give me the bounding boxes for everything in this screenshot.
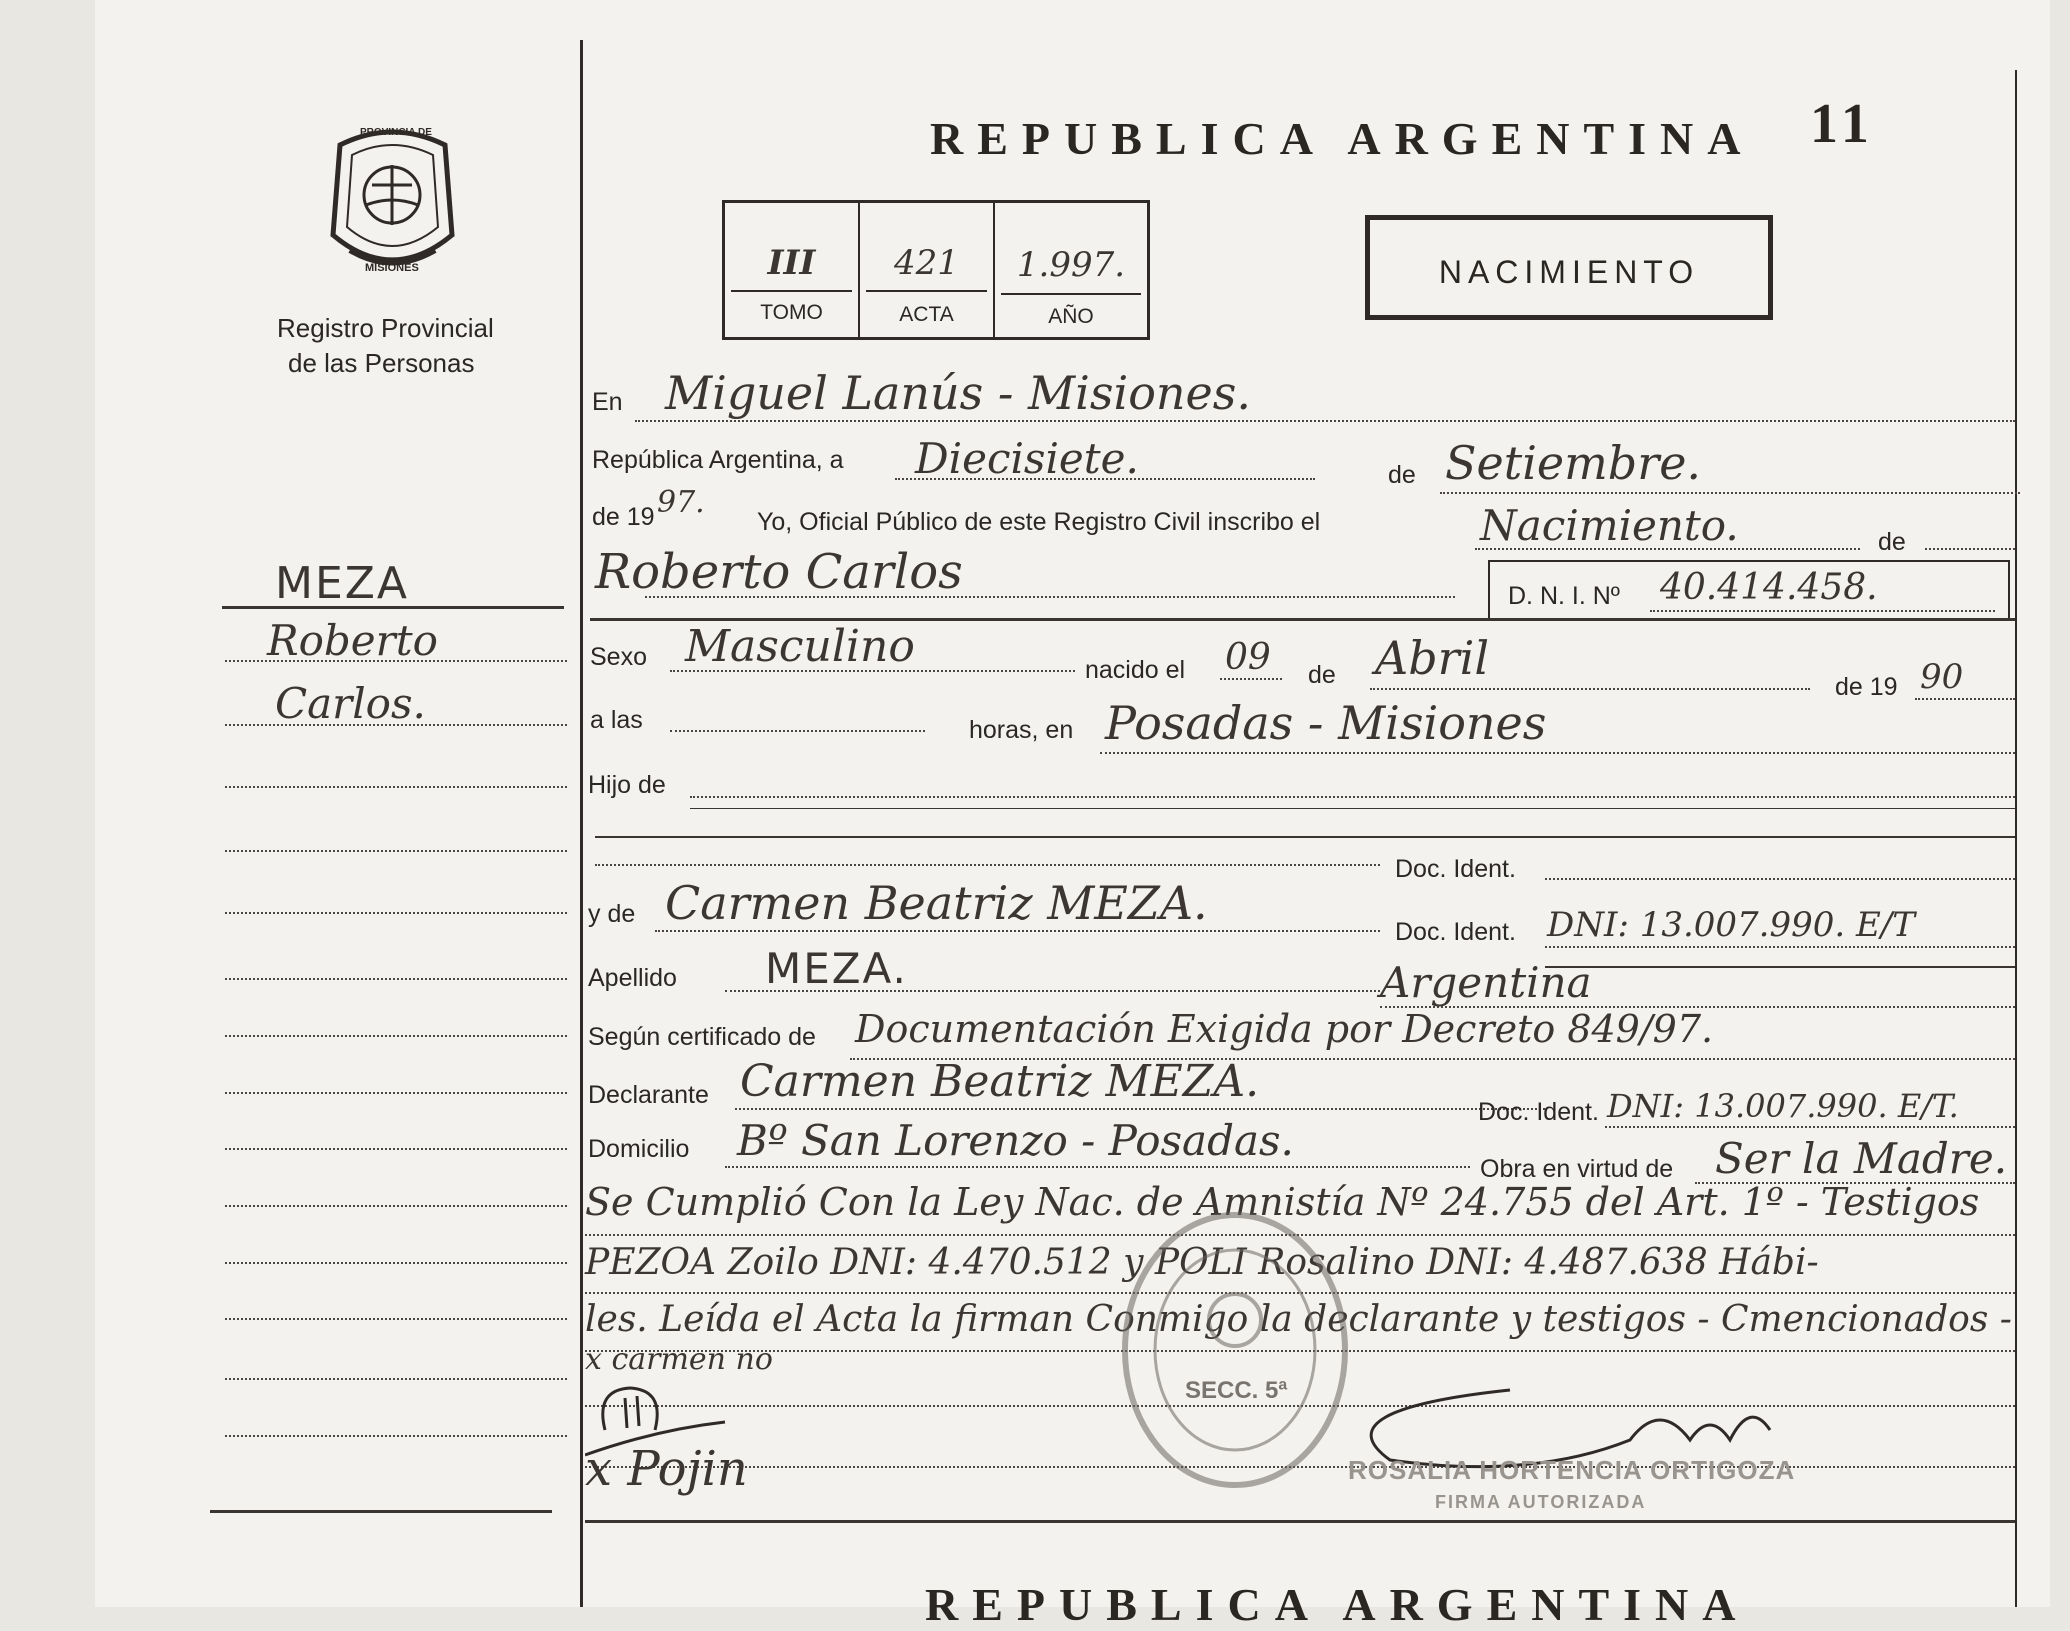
tomo-label: TOMO: [760, 301, 823, 324]
line-act-name: [1475, 548, 1860, 550]
margin-line-5: [225, 850, 567, 852]
tomo-value: III: [767, 243, 816, 283]
margin-line-4: [225, 786, 567, 788]
margin-second-name: Carlos.: [275, 679, 426, 728]
margin-rule-bottom: [210, 1510, 552, 1513]
value-obra: Ser la Madre.: [1715, 1134, 2008, 1183]
label-doc-ident-mother: Doc. Ident.: [1395, 918, 1516, 946]
line-mother: [655, 930, 1380, 932]
record-number-box: [722, 200, 1150, 340]
seal-text-bottom: MISIONES: [365, 262, 419, 274]
official-stamp-name: ROSALIA HORTENCIA ORTIGOZA: [1348, 1455, 1796, 1485]
country-title-bottom: REPUBLICA ARGENTINA: [925, 1579, 1750, 1630]
line-father: [690, 796, 2015, 798]
label-a-las: a las: [590, 706, 643, 734]
label-domicilio: Domicilio: [588, 1135, 690, 1163]
value-month: Setiembre.: [1445, 436, 1702, 490]
registry-name-line2: de las Personas: [288, 348, 475, 378]
acta-cell: [860, 203, 995, 337]
act-type-box: [1365, 215, 1773, 320]
label-de-birth-month: de: [1308, 661, 1336, 689]
line-doc-father: [1545, 878, 2015, 880]
rule-father-1: [690, 808, 2015, 809]
ano-label: AÑO: [1048, 305, 1094, 328]
ano-cell: [995, 203, 1147, 337]
note-line-3: les. Leída el Acta la firman Conmigo la declarante y testigos - Cmencionados -: [585, 1299, 2012, 1340]
line-father-2: [595, 864, 1380, 866]
note-line-1: Se Cumplió Con la Ley Nac. de Amnistía Nº 24.755 del Art. 1º - Testigos: [585, 1180, 1980, 1224]
label-doc-ident-father: Doc. Ident.: [1395, 855, 1516, 883]
margin-first-name: Roberto: [267, 616, 438, 665]
value-dni: 40.414.458.: [1660, 567, 1878, 608]
line-place: [635, 420, 2015, 422]
margin-surname: MEZA: [275, 558, 410, 609]
line-de-child: [1925, 548, 2015, 550]
label-y-de: y de: [588, 900, 636, 928]
value-declarante-doc: DNI: 13.007.990. E/T.: [1607, 1087, 1959, 1125]
value-sexo: Masculino: [685, 621, 915, 672]
value-day: Diecisiete.: [915, 434, 1139, 483]
label-en: En: [592, 388, 623, 416]
line-domicilio: [725, 1166, 1470, 1168]
value-apellido: MEZA.: [765, 944, 908, 993]
label-apellido: Apellido: [588, 964, 677, 992]
label-hijo: Hijo de: [588, 771, 666, 799]
label-declarante: Declarante: [588, 1081, 709, 1109]
value-child-name: Roberto Carlos: [595, 544, 963, 600]
label-yo-text: Yo, Oficial Público de este Registro Civil inscribo el: [757, 508, 1321, 536]
note-line-2: PEZOA Zoilo DNI: 4.470.512 y POLI Rosalino DNI: 4.487.638 Hábi-: [585, 1242, 1819, 1283]
label-horas: horas, en: [969, 716, 1074, 744]
acta-underline: [866, 290, 987, 292]
value-birth-month: Abril: [1375, 631, 1490, 685]
value-birth-year-suffix: 90: [1920, 657, 1964, 697]
signature-mark: x Pojin: [585, 1441, 748, 1497]
margin-line-10: [225, 1148, 567, 1150]
country-title: REPUBLICA ARGENTINA: [930, 113, 1755, 164]
province-seal-icon: [320, 125, 465, 285]
act-type-label: NACIMIENTO: [1438, 254, 1700, 290]
margin-line-7: [225, 978, 567, 980]
value-nationality: Argentina: [1380, 958, 1592, 1007]
rule-bottom: [585, 1520, 2015, 1523]
acta-label: ACTA: [899, 303, 954, 326]
official-round-seal: [1115, 1205, 1355, 1495]
line-birth-year: [1915, 698, 2015, 700]
line-birth-day: [1220, 678, 1282, 680]
margin-rule-1: [222, 606, 564, 609]
tomo-underline: [731, 290, 852, 292]
right-edge-rule: [2015, 70, 2017, 1607]
rule-father-2: [595, 836, 2015, 838]
value-declarante: Carmen Beatriz MEZA.: [740, 1056, 1260, 1107]
value-act-name: Nacimiento.: [1480, 501, 1739, 550]
value-certificate: Documentación Exigida por Decreto 849/97.: [855, 1007, 1714, 1051]
birth-certificate-page: [95, 0, 2050, 1630]
seal-round-text: SECC. 5ª: [1185, 1377, 1288, 1404]
line-child-name: [645, 596, 1455, 598]
value-mother-name: Carmen Beatriz MEZA.: [665, 876, 1208, 930]
dni-box: [1488, 560, 2010, 620]
line-birth-month: [1370, 688, 1810, 690]
margin-line-2: [225, 660, 567, 662]
left-margin-rule: [580, 40, 583, 1607]
margin-line-14: [225, 1378, 567, 1380]
rule-mother: [1545, 966, 2015, 968]
label-dni: D. N. I. Nº: [1508, 582, 1620, 610]
margin-line-3: [225, 724, 567, 726]
line-birth-place: [1100, 752, 2015, 754]
ano-underline: [1001, 293, 1141, 295]
value-domicilio: Bº San Lorenzo - Posadas.: [737, 1116, 1294, 1165]
line-apellido: [725, 990, 1380, 992]
margin-line-11: [225, 1205, 567, 1207]
page-number: 11: [1810, 93, 1875, 155]
label-de-19-birth: de 19: [1835, 673, 1898, 701]
label-obra: Obra en virtud de: [1480, 1155, 1674, 1183]
label-republica: República Argentina, a: [592, 446, 844, 474]
value-birth-place: Posadas - Misiones: [1105, 696, 1547, 750]
signature-note: x carmen no: [585, 1342, 773, 1377]
label-de-19: de 19: [592, 503, 655, 531]
label-nacido: nacido el: [1085, 656, 1186, 684]
line-declarante: [735, 1108, 1545, 1110]
line-dni: [1650, 610, 1995, 612]
label-doc-ident-declarante: Doc. Ident.: [1478, 1098, 1599, 1126]
margin-line-9: [225, 1092, 567, 1094]
margin-line-12: [225, 1262, 567, 1264]
margin-line-15: [225, 1435, 567, 1437]
line-hour: [670, 730, 925, 732]
acta-value: 421: [894, 243, 959, 283]
value-year-suffix: 97.: [657, 485, 705, 520]
margin-line-13: [225, 1318, 567, 1320]
tomo-cell: [725, 203, 860, 337]
value-mother-doc: DNI: 13.007.990. E/T: [1547, 905, 1915, 945]
registry-name-line1: Registro Provincial: [277, 313, 494, 343]
label-de-child: de: [1878, 528, 1906, 556]
line-day: [895, 478, 1315, 480]
value-place: Miguel Lanús - Misiones.: [665, 366, 1251, 420]
label-segun: Según certificado de: [588, 1023, 816, 1051]
official-stamp-title: FIRMA AUTORIZADA: [1435, 1492, 1647, 1512]
seal-text-top: PROVINCIA DE: [360, 127, 432, 138]
ano-value: 1.997.: [1016, 245, 1126, 285]
label-sexo: Sexo: [590, 643, 647, 671]
line-mother-doc: [1545, 946, 2015, 948]
line-month: [1440, 492, 2020, 494]
line-sexo: [670, 670, 1075, 672]
margin-line-8: [225, 1035, 567, 1037]
value-birth-day: 09: [1225, 637, 1271, 678]
label-de-month: de: [1388, 461, 1416, 489]
margin-line-6: [225, 912, 567, 914]
line-declarante-doc: [1605, 1126, 2015, 1128]
